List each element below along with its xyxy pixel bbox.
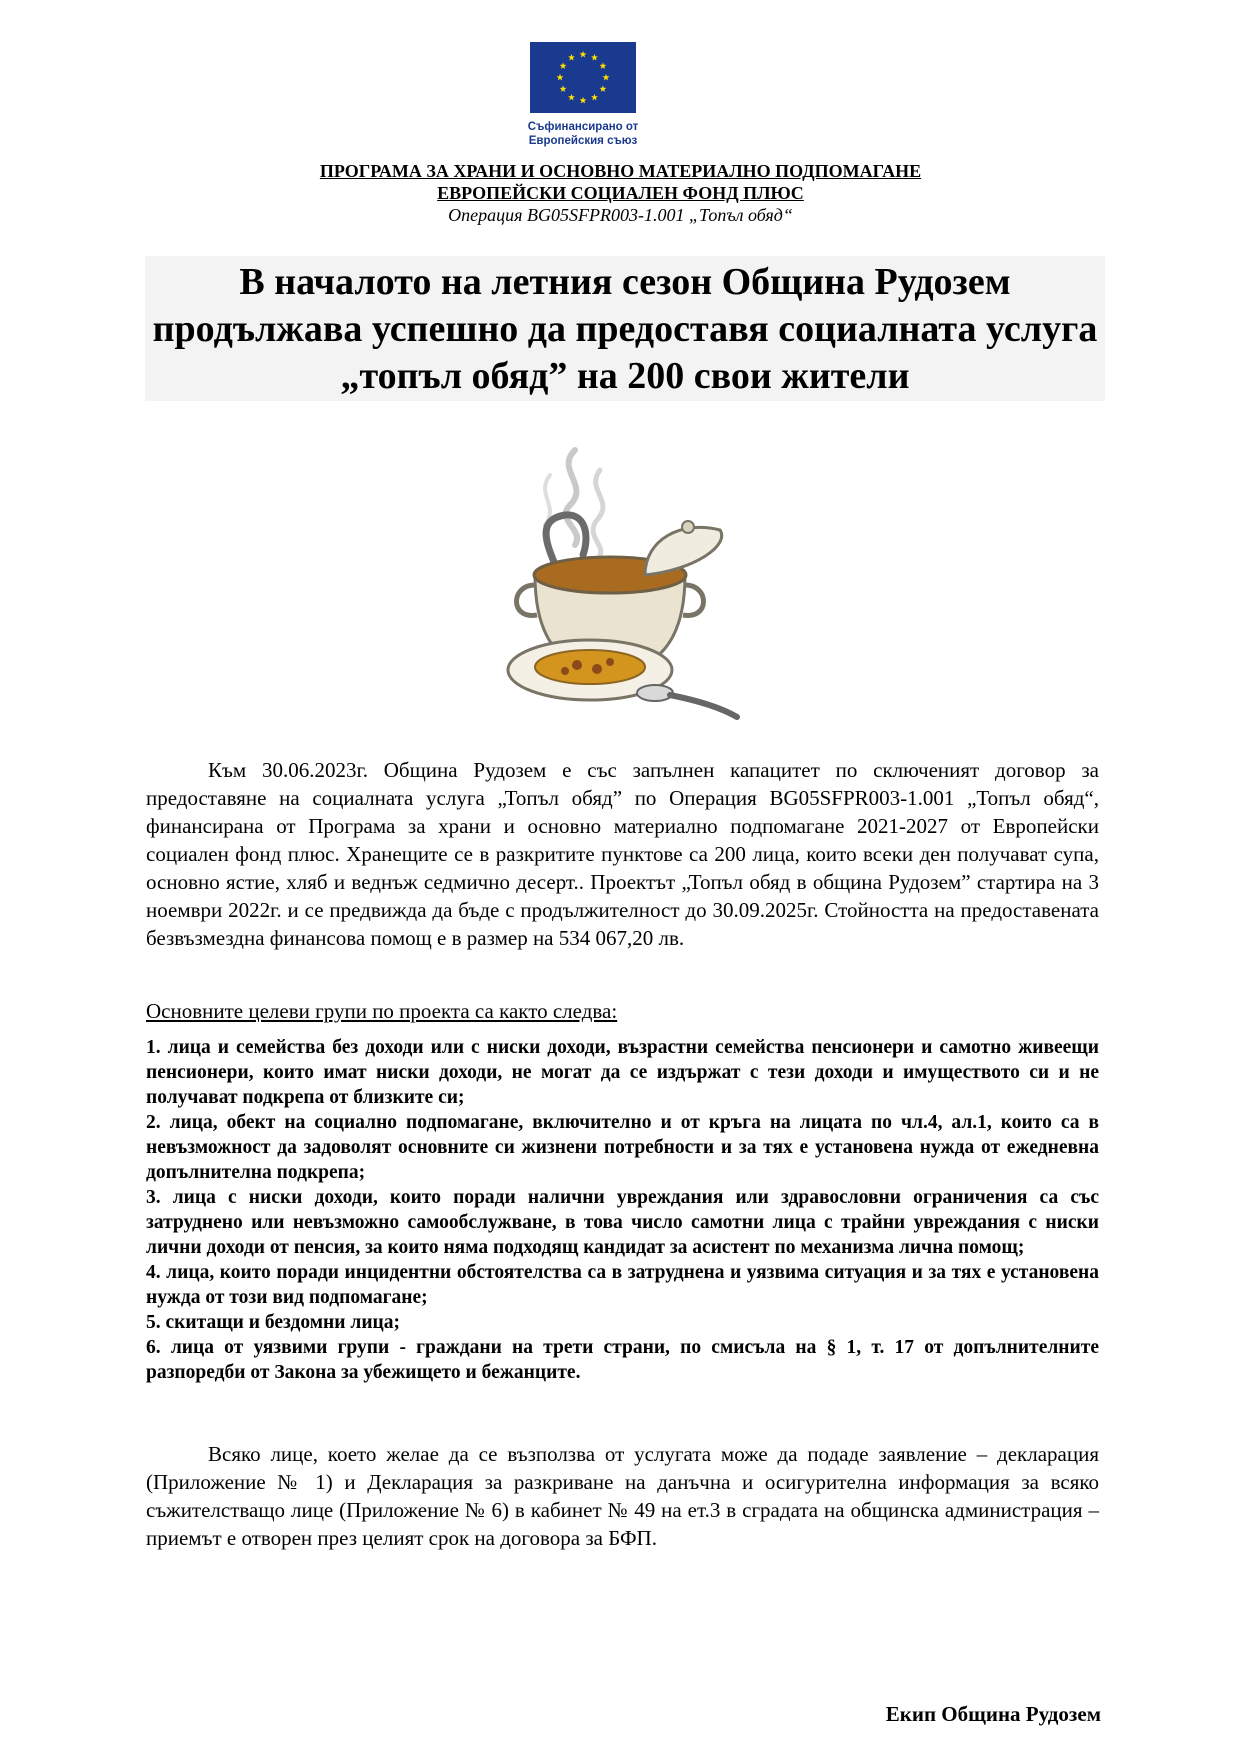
program-heading: ПРОГРАМА ЗА ХРАНИ И ОСНОВНО МАТЕРИАЛНО ПОДПОМАГАНЕ [319,161,922,181]
list-item: 1. лица и семейства без доходи или с ниски доходи, възрастни семейства пенсионери и самотно живеещи пенсионери, които имат ниски доходи, не могат да се издържат с тези доходи и имуществото си и не получават подкрепа от близките си; [146,1037,1099,1108]
page-title: В началото на летния сезон Община Рудозем продължава успешно да предоставя социалната услуга „топъл обяд” на 200 свои жители [152,261,1098,397]
list-item: 6. лица от уязвими групи - граждани на трети страни, по смисъла на § 1, т. 17 от допълнителните разпоредби от Закона за убежището и бежанците. [146,1337,1099,1383]
eu-caption-line2: Европейския съюз [528,135,638,147]
target-groups-list [146,1035,1099,1385]
intro-paragraph: Към 30.06.2023г. Община Рудозем е със запълнен капацитет по сключеният договор за предоставяне на социалната услуга „Топъл обяд” по Операция BG05SFPR003-1.001 „Топъл обяд“, финансирана от Програма за храни и основно материално подпомагане 2021-2027 от Европейски социален фонд плюс. Хранещите се в разкритите пунктове са 200 лица, които всеки ден получават супа, основно ястие, хляб и веднъж седмично десерт.. Проектът „Топъл обяд в община Рудозем” стартира на 3 ноември 2022г. и се предвижда да бъде с продължителност до 30.09.2025г. Стойността на предоставената безвъзмездна финансова помощ е в размер на 534 067,20 лв. [146,758,1099,950]
signature: Екип Община Рудозем [885,1702,1101,1726]
eu-flag-icon [530,42,636,113]
eu-cofunded-caption [500,120,666,148]
soup-pot-icon [505,445,745,723]
fund-heading: ЕВРОПЕЙСКИ СОЦИАЛЕН ФОНД ПЛЮС [437,183,804,203]
list-item: 5. скитащи и бездомни лица; [146,1312,401,1333]
application-paragraph: Всяко лице, което желае да се възползва от услугата може да подаде заявление – декларация (Приложение № 1) и Декларация за разкриване на данъчна и осигурителна информация за всяко съжителстващо лице (Приложение № 6) в кабинет № 49 на ет.3 в сградата на общинска администрация – приемът е отворен през целият срок на договора за БФП. [146,1442,1099,1550]
operation-heading: Операция BG05SFPR003-1.001 „Топъл обяд“ [448,205,793,225]
target-groups-heading: Основните целеви групи по проекта са както следва: [146,999,618,1023]
list-item: 2. лица, обект на социално подпомагане, включително и от кръга на лицата по чл.4, ал.1, които са в невъзможност да задоволят основните си жизнени потребности и за тях е установена нужда от ежедневна допълнителна подкрепа; [146,1112,1099,1183]
list-item: 4. лица, които поради инцидентни обстоятелства са в затруднена и уязвима ситуация и за тях е установена нужда от този вид подпомагане; [146,1262,1099,1308]
list-item: 3. лица с ниски доходи, които поради налични увреждания или здравословни ограничения са със затруднено или невъзможно самообслужване, в това число самотни лица с трайни увреждания с ниски лични доходи от пенсия, за които няма подходящ кандидат за асистент по механизма лична помощ; [146,1187,1099,1258]
eu-caption-line1: Съфинансирано от [527,121,639,133]
